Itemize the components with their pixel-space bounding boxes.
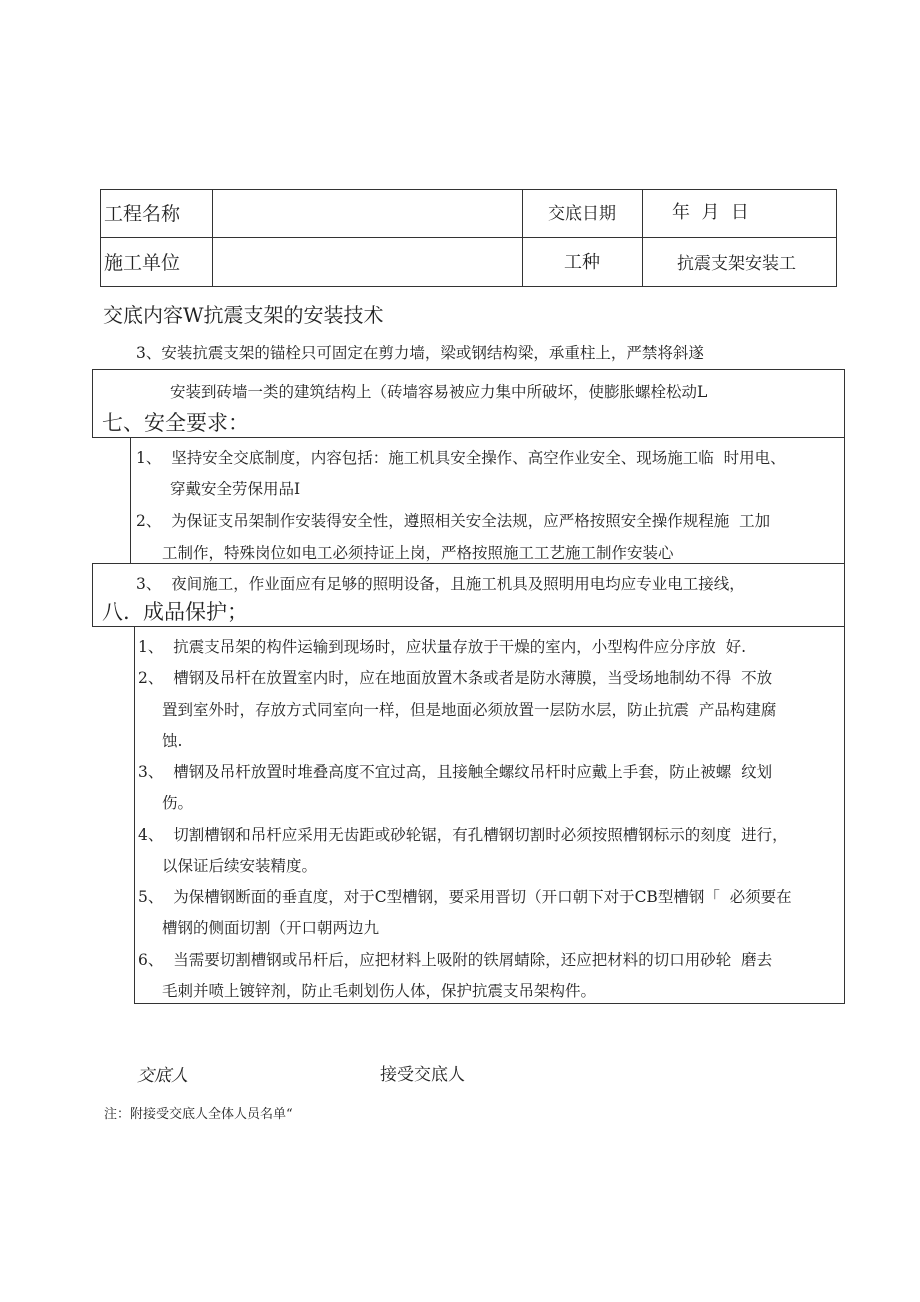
safety-item-3: 3、 夜间施工，作业面应有足够的照明设备，且施工机具及照明用电均应专业电工接线， <box>136 575 745 593</box>
protection-item-5-line1: 5、 为保槽钢断面的垂直度，对于C型槽钢，要采用晋切（开口朝下对于CB型槽钢「 必须要在 <box>138 888 792 906</box>
content-title: 交底内容W抗震支架的安装技术 <box>103 303 384 327</box>
safety-item-2-line1: 2、 为保证支吊架制作安装得安全性，遵照相关安全法规，应严格按照安全操作规程施 工加 <box>136 512 771 530</box>
trade-value: 抗震支架安装工 <box>677 254 796 274</box>
protection-item-3-line2: 伤。 <box>162 794 194 812</box>
footnote: 注：附接受交底人全体人员名单“ <box>104 1107 293 1122</box>
receiver-label: 接受交底人 <box>380 1065 465 1085</box>
protection-item-2-line3: 蚀. <box>162 732 183 750</box>
install-item-3-line2: 安装到砖墙一类的建筑结构上（砖墙容易被应力集中所破坏，使膨胀螺栓松动L <box>170 383 708 401</box>
protection-item-5-line2: 槽钢的侧面切割（开口朝两边九 <box>162 919 380 937</box>
install-item-3-line1: 3、安装抗震支架的锚栓只可固定在剪力墙，梁或钢结构梁，承重柱上，严禁将斜遂 <box>136 344 704 362</box>
section-8-heading: 八. 成品保护； <box>102 600 249 624</box>
discloser-label: 交底人 <box>137 1066 188 1086</box>
trade-label: 工种 <box>564 252 600 273</box>
unit-label: 施工单位 <box>104 252 181 274</box>
safety-item-2-line2: 工制作，特殊岗位如电工必须持证上岗，严格按照施工工艺施工制作安装心 <box>162 544 674 562</box>
protection-item-2-line1: 2、 槽钢及吊杆在放置室内时，应在地面放置木条或者是防水薄膜，当受场地制幼不得 不放 <box>138 669 773 687</box>
date-value[interactable]: 年 月 日 <box>672 202 749 223</box>
project-name-label: 工程名称 <box>104 203 181 225</box>
section-7-heading: 七、安全要求： <box>102 411 249 435</box>
safety-item-1-line2: 穿戴安全劳保用品I <box>170 480 301 498</box>
protection-item-1-line1: 1、 抗震支吊架的构件运输到现场时，应状量存放于干燥的室内，小型构件应分序放 好. <box>138 638 746 656</box>
protection-item-4-line1: 4、 切割槽钢和吊杆应采用无齿距或砂轮锯，有孔槽钢切割时必须按照槽钢标示的刻度 进行， <box>138 826 788 844</box>
protection-item-3-line1: 3、 槽钢及吊杆放置时堆叠高度不宜过高，且接触全螺纹吊杆时应戴上手套，防止被螺 纹划 <box>138 763 773 781</box>
protection-item-2-line2: 置到室外时，存放方式同室向一样，但是地面必须放置一层防水层，防止抗震 产品构建腐 <box>162 701 777 719</box>
protection-item-4-line2: 以保证后续安装精度。 <box>162 857 318 875</box>
protection-item-6-line2: 毛刺并喷上镀锌剂，防止毛刺划伤人体，保护抗震支吊架构件。 <box>162 982 597 1000</box>
protection-item-6-line1: 6、 当需要切割槽钢或吊杆后，应把材料上吸附的铁屑蜻除，还应把材料的切口用砂轮 磨去 <box>138 951 773 969</box>
safety-item-1-line1: 1、 坚持安全交底制度，内容包括：施工机具安全操作、高空作业安全、现场施工临 时用电、 <box>136 449 786 467</box>
date-label: 交底日期 <box>548 204 616 224</box>
